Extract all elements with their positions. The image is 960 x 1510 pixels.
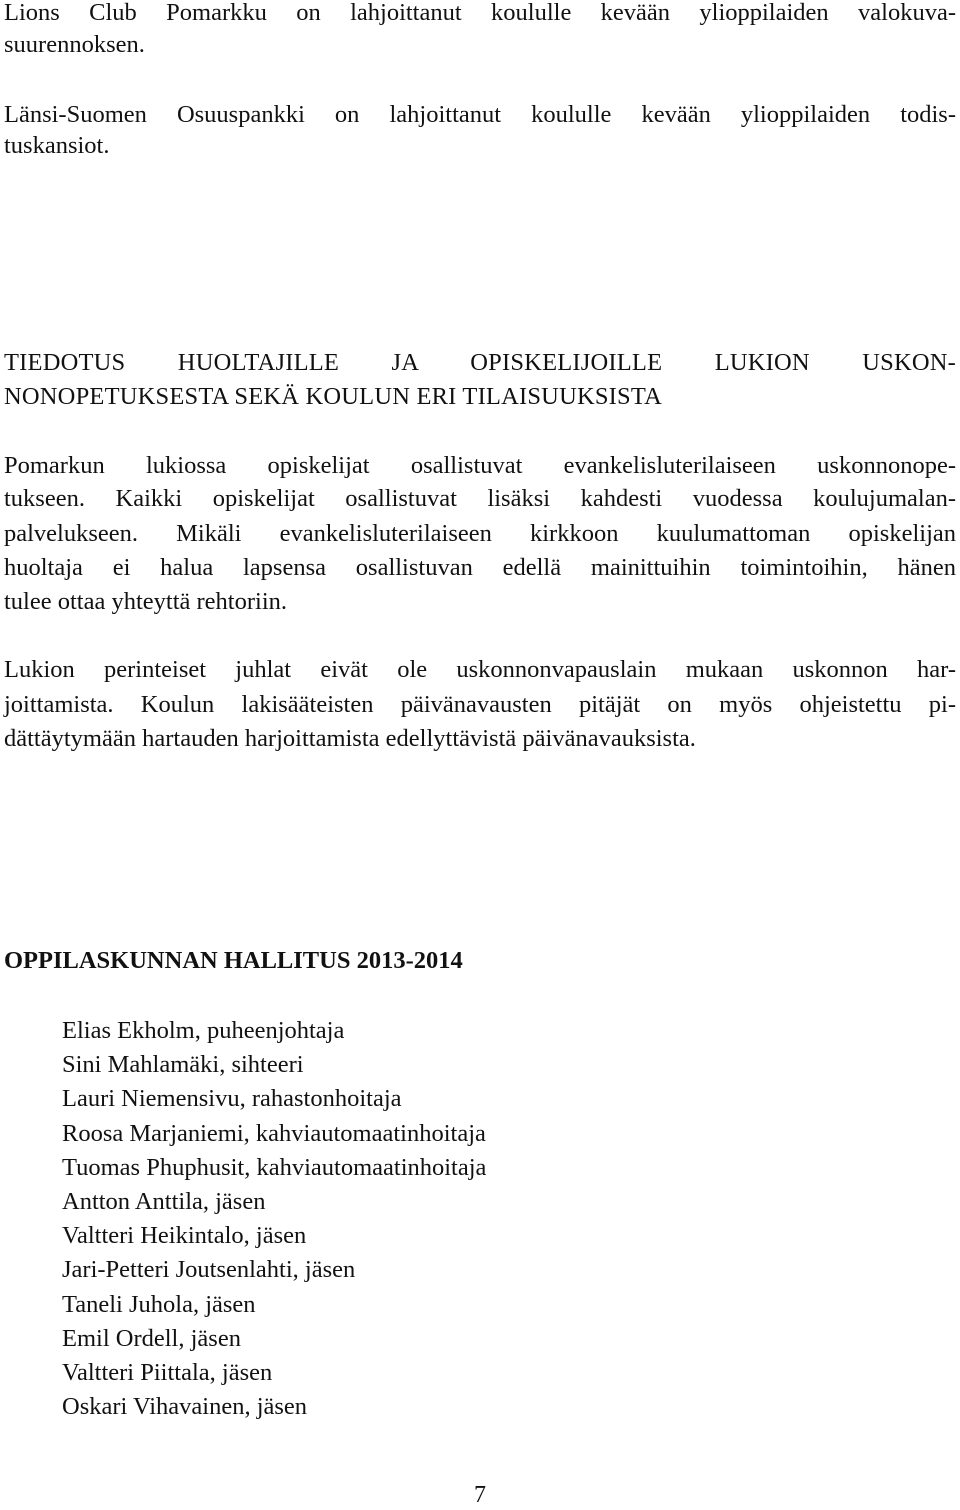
board-member: Valtteri Heikintalo, jäsen [62,1222,307,1250]
board-member: Antton Anttila, jäsen [62,1188,266,1216]
board-member: Jari-Petteri Joutsenlahti, jäsen [62,1256,356,1284]
notice-paragraph-line: tukseen. Kaikki opiskelijat osallistuvat lisäksi kahdesti vuodessa koulujumalan- [4,485,956,512]
board-member: Oskari Vihavainen, jäsen [62,1393,308,1421]
notice-paragraph-line: Lukion perinteiset juhlat eivät ole uskonnonvapauslain mukaan uskonnon har- [4,656,956,683]
board-member: Elias Ekholm, puheenjohtaja [62,1017,345,1044]
board-member: Taneli Juhola, jäsen [62,1290,256,1318]
notice-heading: TIEDOTUS HUOLTAJILLE JA OPISKELIJOILLE LUKION USKON- [4,349,956,376]
intro-line: tuskansiot. [4,132,110,159]
intro-line: suurennoksen. [4,31,145,58]
intro-line: Lions Club Pomarkku on lahjoittanut koululle kevään ylioppilaiden valokuva- [4,0,956,26]
board-title: OPPILASKUNNAN HALLITUS 2013-2014 [4,947,463,974]
page-number: 7 [474,1482,486,1508]
board-member: Tuomas Phuphusit, kahviautomaatinhoitaja [62,1153,487,1181]
intro-line: Länsi-Suomen Osuuspankki on lahjoittanut koululle kevään ylioppilaiden todis- [4,101,956,128]
board-member-list [62,1014,486,1424]
notice-paragraph-line: palvelukseen. Mikäli evankelisluterilaiseen kirkkoon kuulumattoman opiskelijan [4,520,956,547]
board-member: Sini Mahlamäki, sihteeri [62,1051,304,1079]
notice-paragraph-line: joittamista. Koulun lakisääteisten päivänavausten pitäjät on myös ohjeistettu pi- [4,691,956,718]
notice-paragraph-line: Pomarkun lukiossa opiskelijat osallistuvat evankelisluterilaiseen uskonnonope- [4,452,956,479]
notice-paragraph-line: dättäytymään hartauden harjoittamista edellyttävistä päivänavauksista. [4,725,696,752]
board-member: Valtteri Piittala, jäsen [62,1359,273,1387]
notice-paragraph-line: huoltaja ei halua lapsensa osallistuvan edellä mainittuihin toimintoihin, hänen [4,554,956,581]
notice-paragraph-line: tulee ottaa yhteyttä rehtoriin. [4,588,288,615]
notice-heading: NONOPETUKSESTA SEKÄ KOULUN ERI TILAISUUKSISTA [4,383,662,410]
board-member: Emil Ordell, jäsen [62,1324,241,1352]
board-member: Lauri Niemensivu, rahastonhoitaja [62,1085,402,1113]
board-member: Roosa Marjaniemi, kahviautomaatinhoitaja [62,1119,486,1147]
